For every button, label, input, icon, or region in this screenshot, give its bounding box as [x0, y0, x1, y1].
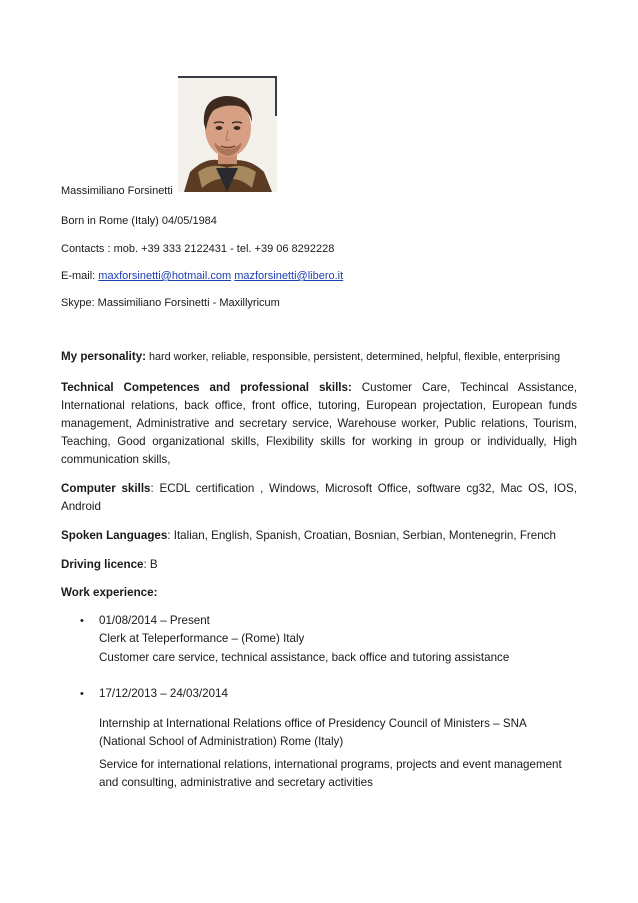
job1-role: Clerk at Teleperformance – (Rome) Italy	[99, 632, 305, 645]
personality-section	[61, 348, 577, 366]
languages-text: : Italian, English, Spanish, Croatian, Bosnian, Serbian, Montenegrin, French	[167, 529, 556, 542]
computer-label: Computer skills	[61, 482, 151, 495]
languages-section	[61, 527, 577, 545]
email-line	[61, 270, 343, 282]
work-item-bullet: •	[80, 615, 84, 627]
work-item-bullet: •	[80, 688, 84, 700]
computer-text: : ECDL certification , Windows, Microsoft Office, software cg32, Mac OS, IOS, Android	[61, 482, 577, 513]
work-heading	[61, 584, 577, 602]
job2-role-line2: (National School of Administration) Rome (Italy)	[99, 735, 344, 748]
driving-label: Driving licence	[61, 558, 144, 571]
email-link-libero[interactable]: mazforsinetti@libero.it	[234, 270, 344, 282]
contact-numbers: Contacts : mob. +39 333 2122431 - tel. +39 06 8292228	[61, 243, 335, 255]
languages-label: Spoken Languages	[61, 529, 168, 542]
driving-text: : B	[143, 558, 158, 571]
job2-role-line1: Internship at International Relations office of Presidency Council of Ministers – SNA	[99, 717, 527, 730]
photo-border-top	[178, 76, 277, 78]
personality-label: My personality:	[61, 350, 147, 363]
job2-dates: 17/12/2013 – 24/03/2014	[99, 687, 228, 700]
email-label: E-mail:	[61, 270, 96, 282]
work-label: Work experience:	[61, 586, 158, 599]
photo-border-side	[275, 76, 277, 116]
portrait-image	[178, 76, 277, 192]
candidate-name: Massimiliano Forsinetti	[61, 185, 173, 197]
birth-info: Born in Rome (Italy) 04/05/1984	[61, 215, 217, 227]
driving-section	[61, 556, 577, 574]
profile-photo	[178, 76, 277, 192]
skype-line: Skype: Massimiliano Forsinetti - Maxillyricum	[61, 297, 280, 309]
computer-section	[61, 480, 577, 516]
job1-description: Customer care service, technical assistance, back office and tutoring assistance	[99, 651, 510, 664]
technical-text: Customer Care, Techincal Assistance, International relations, back office, front office, tutoring, European projectation, European funds management, Administrative and secretary service, Warehouse worker, Public relations, Tourism, Teaching, Good organizational skills, Flexibility skills for working in group or individually, High communication skills,	[61, 381, 577, 466]
job2-description-line2: and consulting, administrative and secretary activities	[99, 776, 373, 789]
technical-section	[61, 379, 577, 469]
technical-label: Technical Competences and professional skills:	[61, 381, 352, 394]
email-link-hotmail[interactable]: maxforsinetti@hotmail.com	[98, 270, 232, 282]
job1-dates: 01/08/2014 – Present	[99, 614, 210, 627]
personality-text: hard worker, reliable, responsible, persistent, determined, helpful, flexible, enterprising	[146, 351, 561, 363]
job2-description-line1: Service for international relations, international programs, projects and event management	[99, 758, 562, 771]
